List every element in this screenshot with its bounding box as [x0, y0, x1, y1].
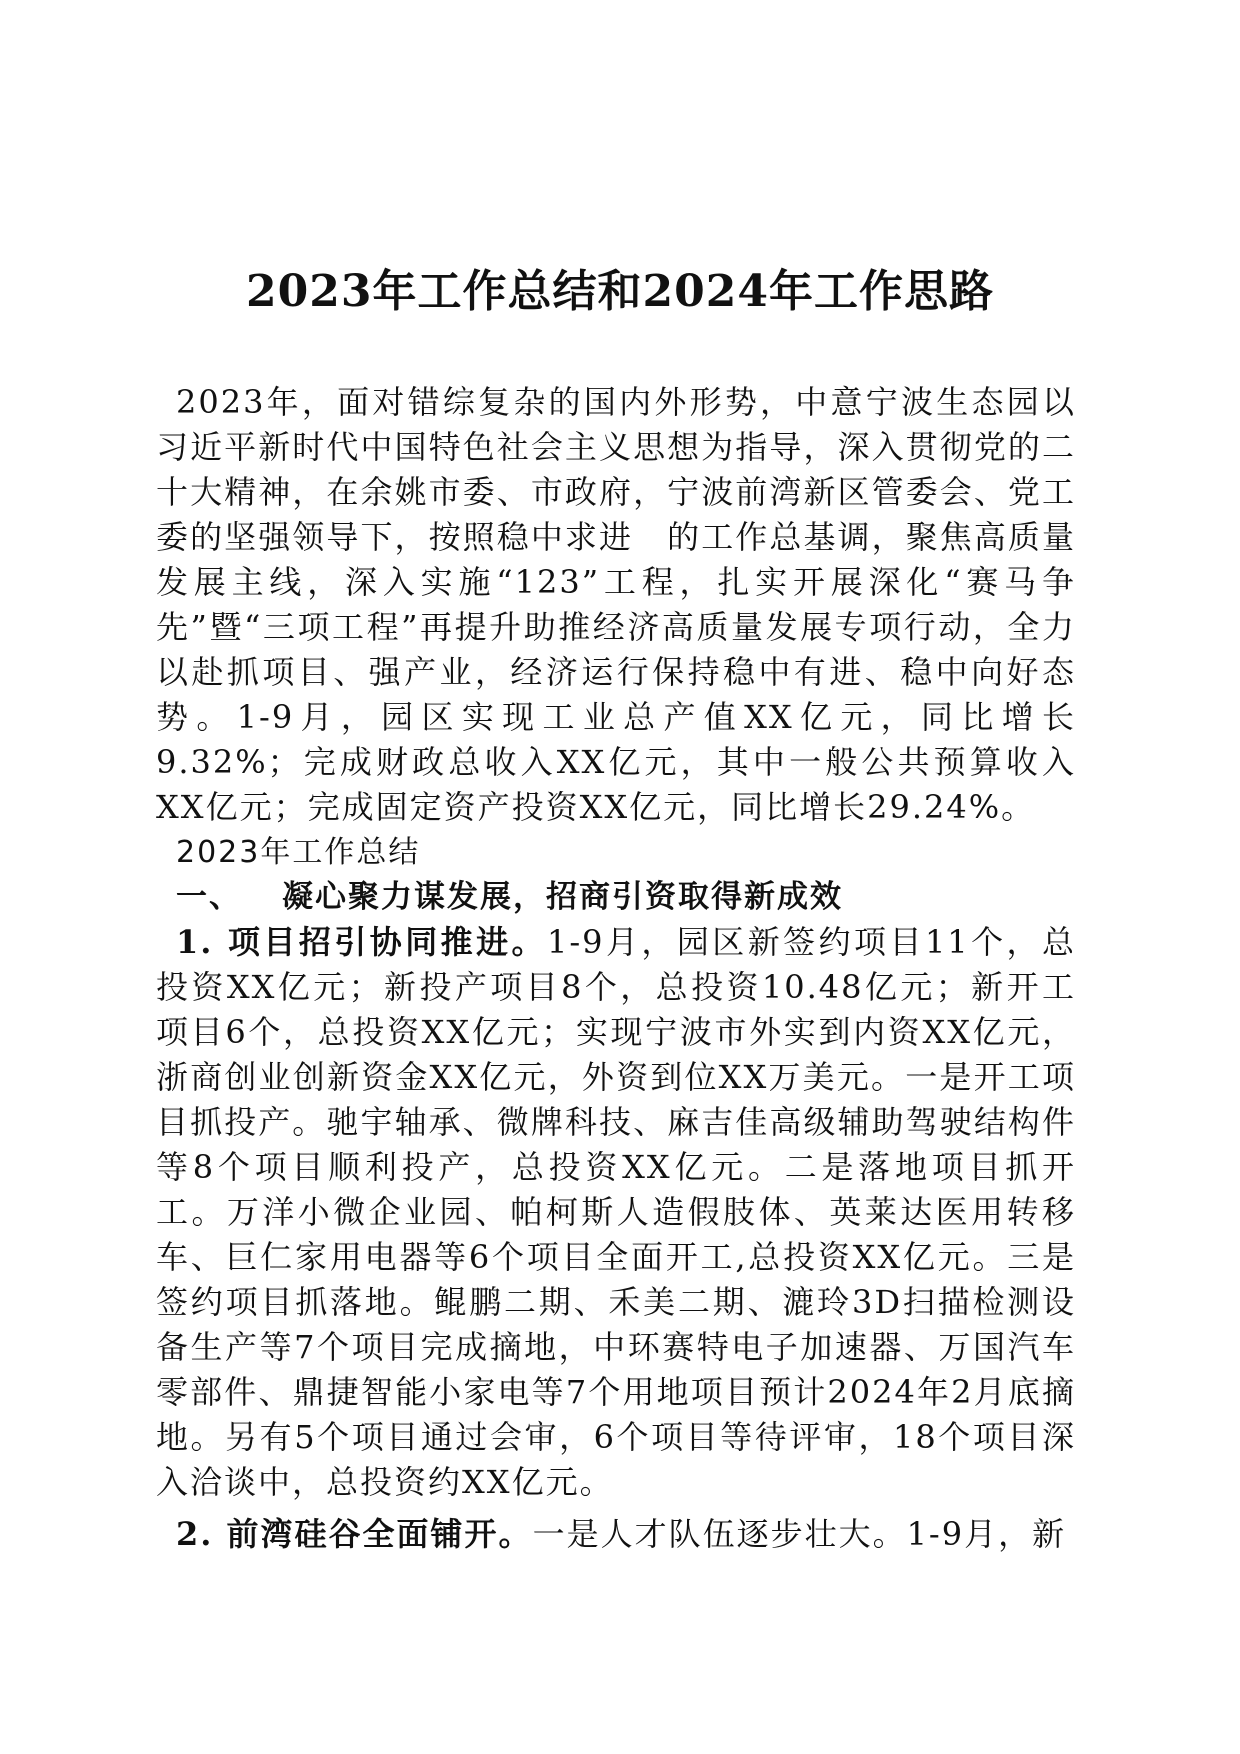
chapter-title: 凝心聚力谋发展，招商引资取得新成效 [282, 879, 843, 915]
item-lead-2: 2. 前湾硅谷全面铺开。 [176, 1515, 533, 1553]
document-body [156, 380, 1076, 1557]
item-lead-1: 1. 项目招引协同推进。 [176, 923, 547, 961]
section-heading: 2023年工作总结 [176, 835, 421, 870]
chapter-heading [156, 875, 1076, 920]
document-title: 2023年工作总结和2024年工作思路 [246, 266, 994, 317]
item-text-1: 1-9月，园区新签约项目11个，总投资XX亿元；新投产项目8个，总投资10.48亿元；新开工项目6个，总投资XX亿元；实现宁波市外实到内资XX亿元，浙商创业创新资金XX亿元，外资到位XX万美元。一是开工项目抓投产。驰宇轴承、微牌科技、麻吉佳高级辅助驾驶结构件等8个项目顺利投产，总投资XX亿元。二是落地项目抓开工。万洋小微企业园、帕柯斯人造假肢体、英莱达医用转移车、巨仁家用电器等6个项目全面开工,总投资XX亿元。三是签约项目抓落地。鲲鹏二期、禾美二期、漉玲3D扫描检测设备生产等7个项目完成摘地，中环赛特电子加速器、万国汽车零部件、鼎捷智能小家电等7个用地项目预计2024年2月底摘地。另有5个项目通过会审，6个项目等待评审，18个项目深入洽谈中，总投资约XX亿元。 [156, 923, 1076, 1501]
item-text-2: 一是人才队伍逐步壮大。1-9月，新 [532, 1515, 1067, 1553]
item-paragraph-2 [156, 1512, 1076, 1557]
chapter-number: 一、 [176, 879, 242, 915]
intro-paragraph: 2023年，面对错综复杂的国内外形势，中意宁波生态园以习近平新时代中国特色社会主义思想为指导，深入贯彻党的二十大精神，在余姚市委、市政府，宁波前湾新区管委会、党工委的坚强领导下，按照稳中求进 的工作总基调，聚焦高质量发展主线，深入实施“123”工程，扎实开展深化“赛马争先”暨“三项工程”再提升助推经济高质量发展专项行动，全力以赴抓项目、强产业，经济运行保持稳中有进、稳中向好态势。1-9月，园区实现工业总产值XX亿元，同比增长9.32%；完成财政总收入XX亿元，其中一般公共预算收入XX亿元；完成固定资产投资XX亿元，同比增长29.24%。 [156, 383, 1076, 826]
item-paragraph-1 [156, 920, 1076, 1505]
